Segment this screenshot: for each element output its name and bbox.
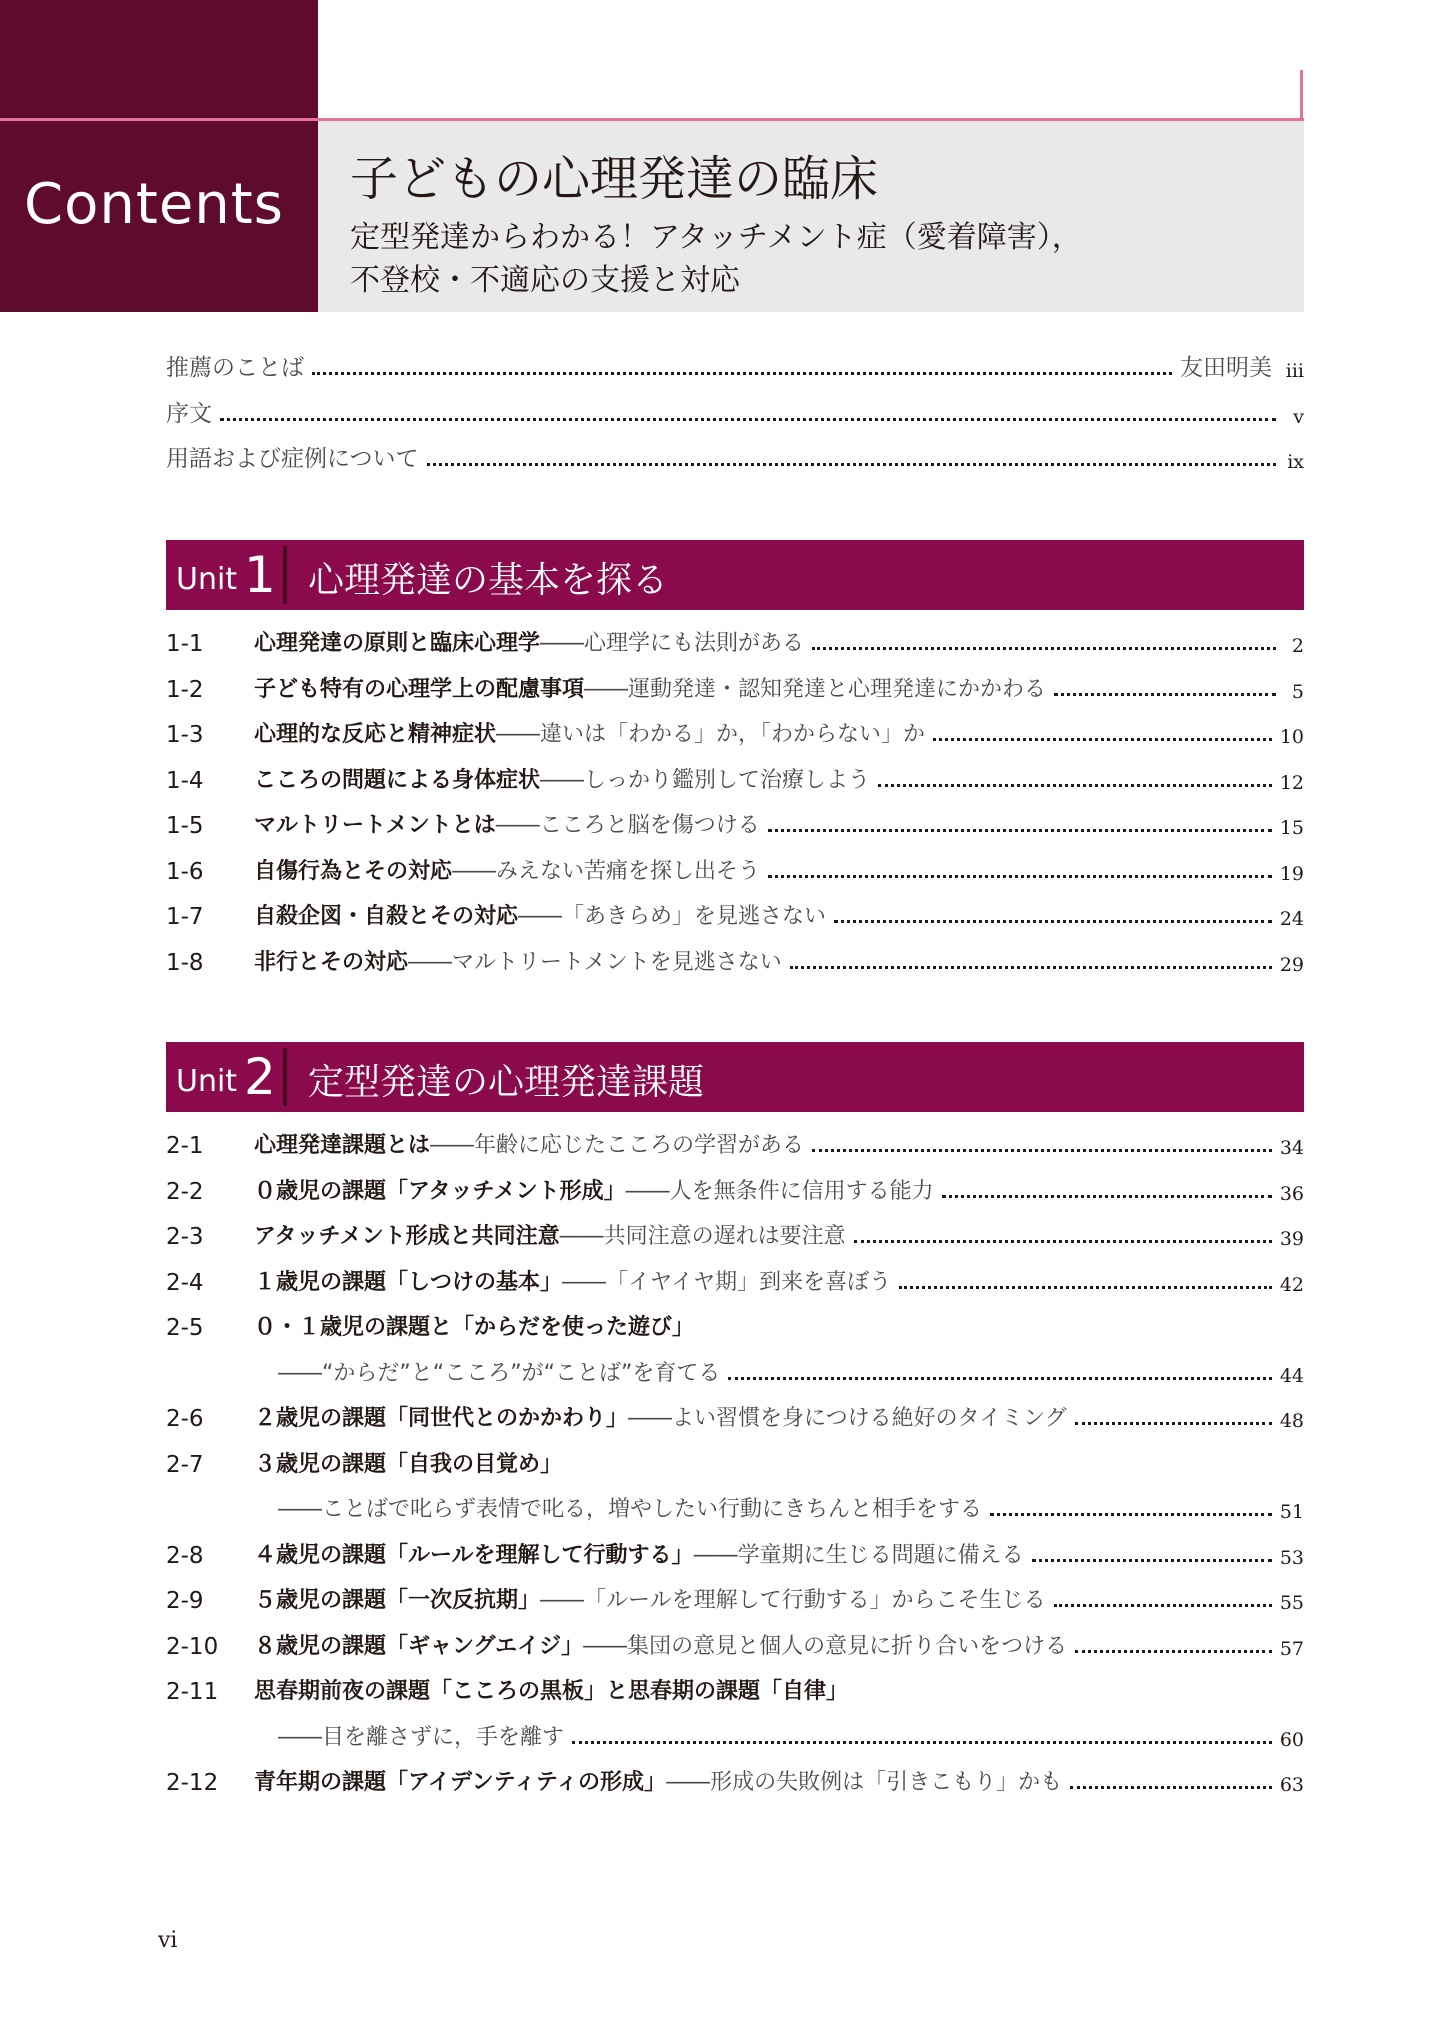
- leader-dots: [899, 1286, 1272, 1289]
- page-number: 24: [1279, 908, 1304, 930]
- toc-entry[interactable]: [166, 1630, 1304, 1660]
- toc-entry[interactable]: [166, 1766, 1304, 1796]
- leader-dots: [854, 1240, 1272, 1243]
- page-number: 5: [1291, 680, 1304, 703]
- page-number: v: [1293, 406, 1304, 428]
- entry-subtitle: ――よい習慣を身につける絶好のタイミング: [628, 1406, 1067, 1431]
- entry-subtitle: ――運動発達・認知発達と心理発達にかかわる: [584, 676, 1047, 702]
- entry-subtitle: ――「イヤイヤ期」到来を喜ぼう: [562, 1269, 892, 1295]
- entry-main-title: 自殺企図・自殺とその対応: [254, 904, 519, 929]
- toc-entry[interactable]: [166, 1402, 1304, 1432]
- toc-entry[interactable]: [166, 1129, 1304, 1159]
- entry-text: [254, 1401, 1067, 1432]
- entry-main-title: マルトリートメントとは: [254, 813, 496, 838]
- entry-number: 1-7: [166, 904, 204, 930]
- toc-entry[interactable]: [166, 718, 1304, 748]
- entry-number: 2-4: [166, 1269, 204, 1296]
- front-matter-title: 推薦のことば: [166, 355, 304, 381]
- toc-entry[interactable]: [166, 946, 1304, 976]
- toc-entry[interactable]: [166, 1539, 1304, 1569]
- entry-main-title: 青年期の課題「アイデンティティの形成」: [254, 1770, 667, 1795]
- entry-subtitle: ――こころと脳を傷つける: [495, 813, 760, 838]
- entry-main-title: ５歳児の課題「一次反抗期」: [254, 1588, 541, 1613]
- toc-entry[interactable]: [166, 900, 1304, 930]
- book-subtitle-line1: 定型発達からわかる！アタッチメント症（愛着障害），: [350, 220, 1082, 255]
- leader-dots: [878, 784, 1272, 787]
- leader-dots: [1032, 1559, 1272, 1562]
- entry-text: [254, 1219, 846, 1250]
- entry-main-title: １歳児の課題「しつけの基本」: [254, 1269, 563, 1295]
- entry-text: [254, 854, 760, 885]
- leader-dots: [1054, 693, 1276, 696]
- toc-entry[interactable]: [166, 809, 1304, 839]
- leader-dots: [427, 463, 1276, 466]
- entry-text: [254, 899, 826, 930]
- toc-entry[interactable]: [166, 764, 1304, 794]
- page-number: 42: [1279, 1273, 1304, 1296]
- entry-text: [254, 1265, 891, 1296]
- page-number: 51: [1279, 1501, 1304, 1523]
- page-number: 12: [1279, 771, 1304, 794]
- entry-number: 2-8: [166, 1542, 204, 1569]
- entry-text: [278, 1720, 564, 1751]
- front-matter-title: 用語および症例について: [166, 446, 419, 472]
- page-number: 60: [1279, 1728, 1304, 1751]
- entry-main-title: 心理的な反応と精神症状: [254, 722, 497, 747]
- unit-title: 心理発達の基本を探る: [308, 560, 669, 601]
- toc-entry[interactable]: [166, 627, 1304, 657]
- leader-dots: [768, 829, 1272, 832]
- entry-number: 1-2: [166, 676, 204, 703]
- leader-dots: [834, 920, 1272, 923]
- entry-number: 2-6: [166, 1406, 204, 1432]
- book-subtitle-line2: 不登校・不適応の支援と対応: [350, 263, 740, 298]
- entry-main-title: ４歳児の課題「ルールを理解して行動する」: [254, 1542, 694, 1568]
- page-number: 2: [1291, 635, 1304, 657]
- entry-number: 2-3: [166, 1224, 204, 1250]
- unit-word: Unit: [176, 562, 238, 597]
- entry-text: [254, 1765, 1062, 1796]
- entry-text: [254, 1174, 934, 1205]
- footer-page-number: vi: [158, 1928, 178, 1953]
- entry-main-title: 心理発達課題とは: [254, 1133, 431, 1158]
- toc-entry[interactable]: [166, 1493, 1304, 1523]
- leader-dots: [1054, 1604, 1272, 1607]
- entry-number: 2-11: [166, 1679, 219, 1705]
- entry-number: 2-5: [166, 1315, 204, 1341]
- entry-subtitle: ――年齢に応じたこころの学習がある: [430, 1133, 805, 1158]
- unit-number: 1: [244, 546, 276, 604]
- entry-subtitle: ――形成の失敗例は「引きこもり」かも: [666, 1770, 1063, 1795]
- leader-dots: [728, 1377, 1271, 1380]
- entry-number: 2-2: [166, 1178, 204, 1205]
- toc-entry[interactable]: [166, 1220, 1304, 1250]
- toc-entry[interactable]: [166, 1584, 1304, 1614]
- unit-separator: [283, 546, 287, 604]
- toc-entry[interactable]: [166, 1175, 1304, 1205]
- leader-dots: [1070, 1786, 1272, 1789]
- entry-text: [278, 1356, 720, 1387]
- entry-main-title: こころの問題による身体症状: [254, 767, 541, 793]
- entry-text: [254, 1447, 562, 1478]
- entry-text: [254, 1538, 1024, 1569]
- unit-1-header: [166, 540, 1304, 610]
- front-matter-item[interactable]: [166, 352, 1304, 382]
- toc-entry[interactable]: [166, 1448, 1304, 1478]
- contents-header-box: [0, 0, 318, 312]
- leader-dots: [812, 647, 1276, 650]
- page-number: 44: [1279, 1364, 1304, 1387]
- entry-main-title: 思春期前夜の課題「こころの黒板」と思春期の課題「自律」: [254, 1679, 849, 1704]
- page-number: iii: [1285, 360, 1304, 382]
- page-number: 19: [1279, 862, 1304, 885]
- toc-entry[interactable]: [166, 1357, 1304, 1387]
- entry-main-title: ０・１歳児の課題と「からだを使った遊び」: [254, 1315, 695, 1340]
- page-number: 36: [1279, 1182, 1304, 1205]
- entry-number: 2-7: [166, 1451, 204, 1478]
- entry-text: [254, 626, 804, 657]
- entry-main-title: ２歳児の課題「同世代とのかかわり」: [254, 1406, 629, 1431]
- entry-main-title: 非行とその対応: [254, 949, 409, 975]
- entry-subtitle: ――みえない苦痛を探し出そう: [452, 858, 761, 884]
- entry-text: [254, 1583, 1046, 1614]
- page-number: 53: [1279, 1546, 1304, 1569]
- front-matter-item[interactable]: [166, 443, 1304, 473]
- unit-2-header: [166, 1042, 1304, 1112]
- entry-subtitle: ――“からだ”と“こころ”が“ことば”を育てる: [278, 1360, 721, 1386]
- entry-text: [254, 1310, 694, 1341]
- toc-entry[interactable]: [166, 855, 1304, 885]
- leader-dots: [1075, 1650, 1272, 1653]
- unit-number: 2: [244, 1048, 276, 1106]
- entry-subtitle: ――ことばで叱らず表情で叱る，増やしたい行動にきちんと相手をする: [278, 1497, 983, 1522]
- leader-dots: [572, 1741, 1272, 1744]
- unit-separator: [283, 1048, 287, 1106]
- unit-title: 定型発達の心理発達課題: [308, 1062, 705, 1103]
- entry-main-title: 子ども特有の心理学上の配慮事項: [254, 676, 585, 702]
- entry-text: [254, 763, 870, 794]
- page-number: 39: [1279, 1228, 1304, 1250]
- unit-word: Unit: [176, 1064, 238, 1099]
- entry-subtitle: ――しっかり鑑別して治療しよう: [540, 767, 871, 793]
- entry-text: [254, 672, 1046, 703]
- page-number: 48: [1279, 1410, 1304, 1432]
- page-number: 29: [1279, 953, 1304, 976]
- toc-entry[interactable]: [166, 1721, 1304, 1751]
- entry-number: 1-8: [166, 949, 204, 976]
- entry-main-title: ０歳児の課題「アタッチメント形成」: [254, 1178, 626, 1204]
- entry-subtitle: ――学童期に生じる問題に備える: [693, 1542, 1024, 1568]
- entry-number: 1-6: [166, 858, 204, 885]
- toc-entry[interactable]: [166, 673, 1304, 703]
- leader-dots: [768, 875, 1272, 878]
- entry-text: [254, 945, 782, 976]
- leader-dots: [220, 418, 1276, 421]
- entry-subtitle: ――「あきらめ」を見逃さない: [518, 904, 827, 929]
- toc-entry[interactable]: [166, 1266, 1304, 1296]
- entry-subtitle: ――「ルールを理解して行動する」からこそ生じる: [540, 1588, 1046, 1613]
- toc-entry[interactable]: [166, 1311, 1304, 1341]
- page-number: 15: [1279, 817, 1304, 839]
- contents-label: Contents: [24, 172, 284, 237]
- entry-text: [254, 717, 925, 748]
- entry-text: [254, 1674, 848, 1705]
- entry-number: 1-4: [166, 767, 204, 794]
- entry-text: [278, 1492, 982, 1523]
- entry-main-title: 自傷行為とその対応: [254, 858, 453, 884]
- entry-number: 1-1: [166, 631, 204, 657]
- page-number: ix: [1287, 451, 1304, 473]
- entry-text: [254, 1128, 804, 1159]
- entry-text: [254, 1629, 1067, 1660]
- entry-subtitle: ――共同注意の遅れは要注意: [559, 1224, 846, 1249]
- leader-dots: [812, 1149, 1272, 1152]
- leader-dots: [942, 1195, 1272, 1198]
- entry-number: 2-10: [166, 1633, 219, 1660]
- entry-text: [254, 808, 760, 839]
- book-title: 子どもの心理発達の臨床: [350, 151, 879, 207]
- front-matter-author: 友田明美: [1180, 355, 1272, 381]
- entry-main-title: 心理発達の原則と臨床心理学: [254, 631, 541, 656]
- entry-subtitle: ――人を無条件に信用する能力: [625, 1178, 934, 1204]
- entry-main-title: ８歳児の課題「ギャングエイジ」: [254, 1633, 584, 1659]
- leader-dots: [933, 738, 1272, 741]
- accent-tick: [1300, 70, 1303, 120]
- leader-dots: [790, 966, 1272, 969]
- entry-subtitle: ――心理学にも法則がある: [540, 631, 805, 656]
- page-number: 10: [1279, 726, 1304, 748]
- page-number: 34: [1279, 1137, 1304, 1159]
- entry-subtitle: ――目を離さずに，手を離す: [278, 1724, 565, 1750]
- front-matter-item[interactable]: [166, 398, 1304, 428]
- entry-main-title: ３歳児の課題「自我の目覚め」: [254, 1451, 563, 1477]
- leader-dots: [312, 372, 1172, 375]
- entry-subtitle: ――マルトリートメントを見逃さない: [408, 949, 782, 975]
- entry-main-title: アタッチメント形成と共同注意: [254, 1224, 560, 1249]
- page-number: 57: [1279, 1637, 1304, 1660]
- entry-number: 2-9: [166, 1588, 204, 1614]
- page-number: 63: [1279, 1774, 1304, 1796]
- front-matter-title: 序文: [166, 401, 212, 427]
- leader-dots: [1075, 1422, 1272, 1425]
- page-number: 55: [1279, 1592, 1304, 1614]
- entry-number: 1-3: [166, 722, 204, 748]
- toc-entry[interactable]: [166, 1675, 1304, 1705]
- entry-number: 2-1: [166, 1133, 204, 1159]
- entry-subtitle: ――違いは「わかる」か，「わからない」か: [496, 722, 926, 747]
- leader-dots: [990, 1513, 1272, 1516]
- entry-subtitle: ――集団の意見と個人の意見に折り合いをつける: [583, 1633, 1068, 1659]
- entry-number: 1-5: [166, 813, 204, 839]
- entry-number: 2-12: [166, 1770, 219, 1796]
